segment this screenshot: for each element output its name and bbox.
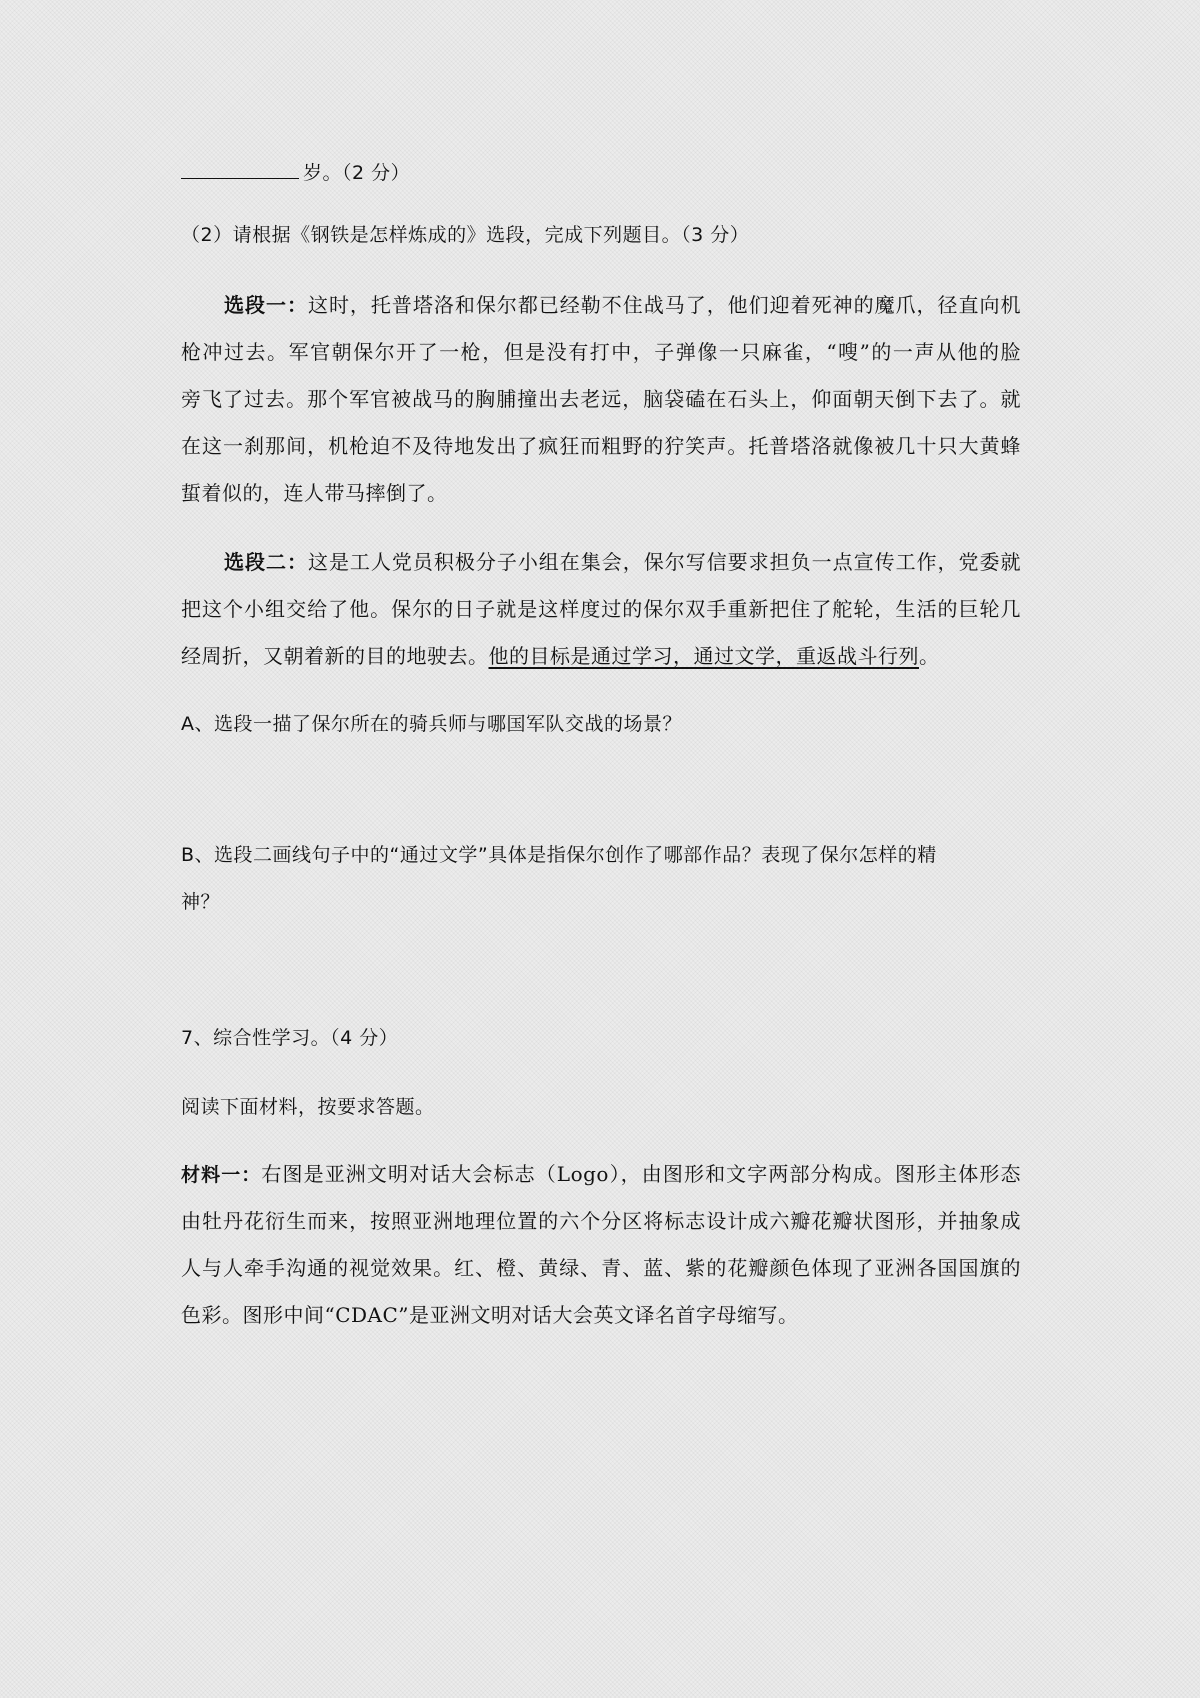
material1-text-1: 右图是亚洲文明对话大会标志（Logo），由图形和文字两部分构成。图形主体形态 <box>261 1162 1021 1186</box>
question-b-line-1: B、选段二画线句子中的“通过文学”具体是指保尔创作了哪部作品？表现了保尔怎样的精 <box>181 844 937 866</box>
excerpt2-line3-end: 。 <box>919 644 940 668</box>
material1-line-1 <box>181 1162 1021 1187</box>
excerpt2-label: 选段二： <box>224 550 308 574</box>
q7-title: 7、综合性学习。（4 分） <box>181 1027 399 1049</box>
excerpt1-text-1: 这时，托普塔洛和保尔都已经勒不住战马了，他们迎着死神的魔爪，径直向机 <box>307 293 1022 317</box>
excerpt2-line3-plain: 经周折，又朝着新的目的地驶去。 <box>181 644 489 668</box>
excerpt2-text-1: 这是工人党员积极分子小组在集会，保尔写信要求担负一点宣传工作，党委就 <box>307 550 1022 574</box>
excerpt1-line-5: 蜇着似的，连人带马摔倒了。 <box>181 481 448 505</box>
excerpt1-line-1 <box>224 293 1021 317</box>
answer-blank[interactable] <box>181 158 299 179</box>
question-a: A、选段一描了保尔所在的骑兵师与哪国军队交战的场景？ <box>181 713 682 735</box>
material1-label: 材料一： <box>181 1164 262 1186</box>
excerpt2-line-2: 把这个小组交给了他。保尔的日子就是这样度过的保尔双手重新把住了舵轮，生活的巨轮几 <box>181 597 1021 621</box>
excerpt2-underlined-sentence: 他的目标是通过学习，通过文学，重返战斗行列 <box>488 644 919 668</box>
q6-2-prompt: （2）请根据《钢铁是怎样炼成的》选段，完成下列题目。（3 分） <box>181 224 750 246</box>
excerpt2-line-1 <box>224 550 1021 574</box>
excerpt1-line-4: 在这一刹那间，机枪迫不及待地发出了疯狂而粗野的狞笑声。托普塔洛就像被几十只大黄蜂 <box>181 434 1021 458</box>
material1-line-2: 由牡丹花衍生而来，按照亚洲地理位置的六个分区将标志设计成六瓣花瓣状图形，并抽象成 <box>181 1209 1021 1233</box>
q6-suffix: 岁。（2 分） <box>303 162 411 184</box>
q6-answer-line <box>181 158 1021 185</box>
excerpt1-line-3: 旁飞了过去。那个军官被战马的胸脯撞出去老远，脑袋磕在石头上，仰面朝天倒下去了。就 <box>181 387 1021 411</box>
material1-line-4: 色彩。图形中间“CDAC”是亚洲文明对话大会英文译名首字母缩写。 <box>181 1303 799 1327</box>
q7-instruction: 阅读下面材料，按要求答题。 <box>181 1096 435 1118</box>
excerpt2-line-3 <box>181 644 1021 668</box>
question-b-line-2: 神？ <box>181 891 221 913</box>
excerpt1-line-2: 枪冲过去。军官朝保尔开了一枪，但是没有打中，子弹像一只麻雀，“嗖”的一声从他的脸 <box>181 340 1021 364</box>
excerpt1-label: 选段一： <box>224 293 308 317</box>
material1-line-3: 人与人牵手沟通的视觉效果。红、橙、黄绿、青、蓝、紫的花瓣颜色体现了亚洲各国国旗的 <box>181 1256 1021 1280</box>
